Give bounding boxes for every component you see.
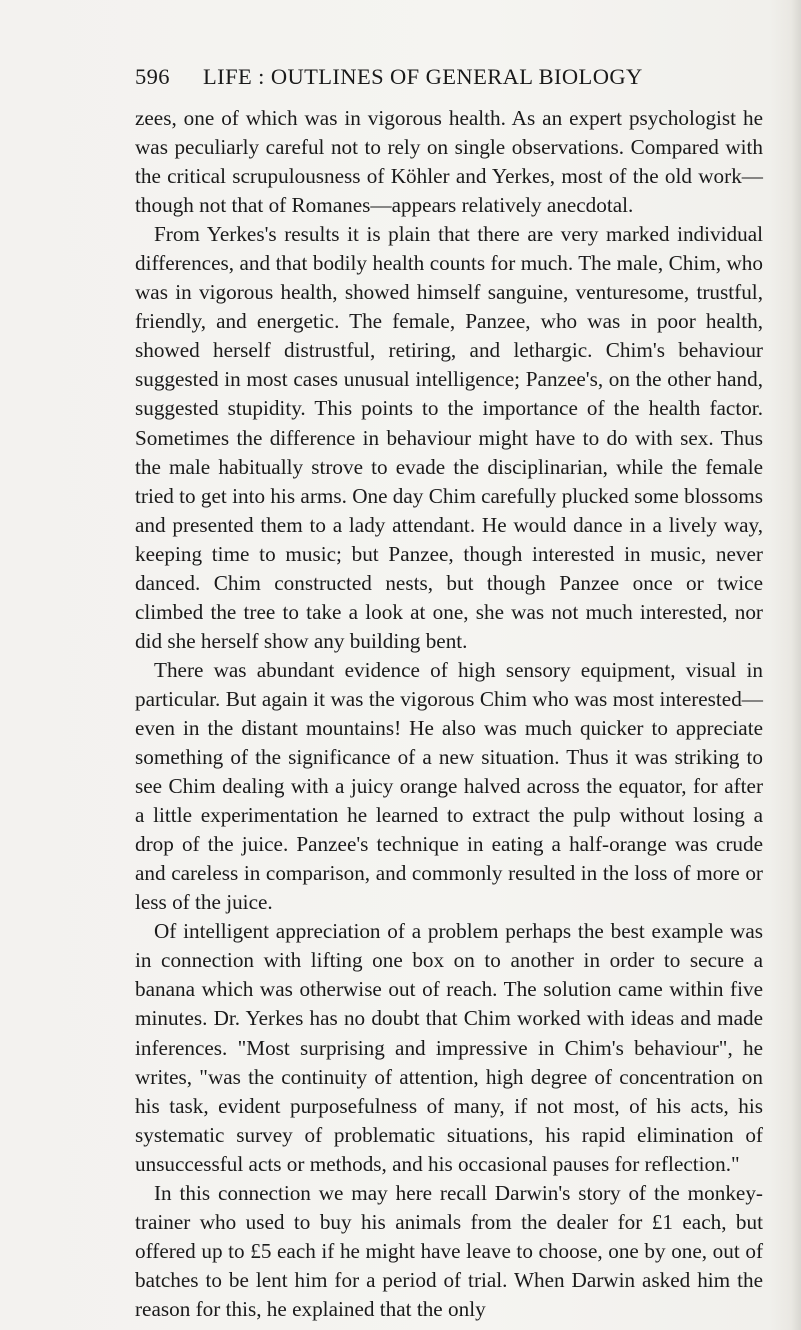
page-header [135, 62, 760, 92]
paragraph-darwin-story: In this connection we may here recall Darwin's story of the monkey-trainer who used to buy his animals from the dealer for £1 each, but offered up to £5 each if he might have leave to choose, one by one, out of batches to be lent him for a period of trial. When Darwin asked him the reason for this, he explained that the only [135, 1180, 763, 1321]
paragraph-continued: zees, one of which was in vigorous health. As an expert psychologist he was peculiarly careful not to rely on single observations. Compared with the critical scrupulousness of Köhler and Yerkes, most of the old work—though not that of Romanes—appears relatively anecdotal. [135, 106, 763, 218]
page-number: 596 [135, 64, 170, 89]
body-text [135, 104, 763, 1324]
paragraph-intelligent-appreciation: Of intelligent appreciation of a problem perhaps the best example was in connection with lifting one box on to another in order to secure a banana which was otherwise out of reach. The solution came within five minutes. Dr. Yerkes has no doubt that Chim worked with ideas and made inferences. "Most surprising and impressive in Chim's behaviour", he writes, "was the continuity of attention, high degree of concentration on his task, evident purposefulness of many, if not most, of his acts, his systematic survey of problematic situations, his rapid elimination of unsuccessful acts or methods, and his occasional pauses for reflection." [135, 919, 763, 1176]
page-edge-shadow [791, 0, 801, 1330]
running-title: LIFE : OUTLINES OF GENERAL BIOLOGY [203, 64, 643, 89]
paragraph-individual-differences: From Yerkes's results it is plain that there are very marked individual differences, and that bodily health counts for much. The male, Chim, who was in vigorous health, showed himself sanguine, venturesome, trustful, friendly, and energetic. The female, Panzee, who was in poor health, showed herself distrustful, retiring, and lethargic. Chim's behaviour suggested in most cases unusual intelligence; Panzee's, on the other hand, suggested stupidity. This points to the importance of the health factor. Sometimes the difference in behaviour might have to do with sex. Thus the male habitually strove to evade the disciplinarian, while the female tried to get into his arms. One day Chim carefully plucked some blossoms and presented them to a lady attendant. He would dance in a lively way, keeping time to music; but Panzee, though interested in music, never danced. Chim constructed nests, but though Panzee once or twice climbed the tree to take a look at one, she was not much interested, nor did she herself show any building bent. [135, 222, 763, 653]
paragraph-sensory-equipment: There was abundant evidence of high sensory equipment, visual in particular. But again it was the vigorous Chim who was most interested—even in the distant mountains! He also was much quicker to appreciate something of the significance of a new situation. Thus it was striking to see Chim dealing with a juicy orange halved across the equator, for after a little experimentation he learned to extract the pulp without losing a drop of the juice. Panzee's technique in eating a half-orange was crude and careless in comparison, and commonly resulted in the loss of more or less of the juice. [135, 657, 763, 915]
